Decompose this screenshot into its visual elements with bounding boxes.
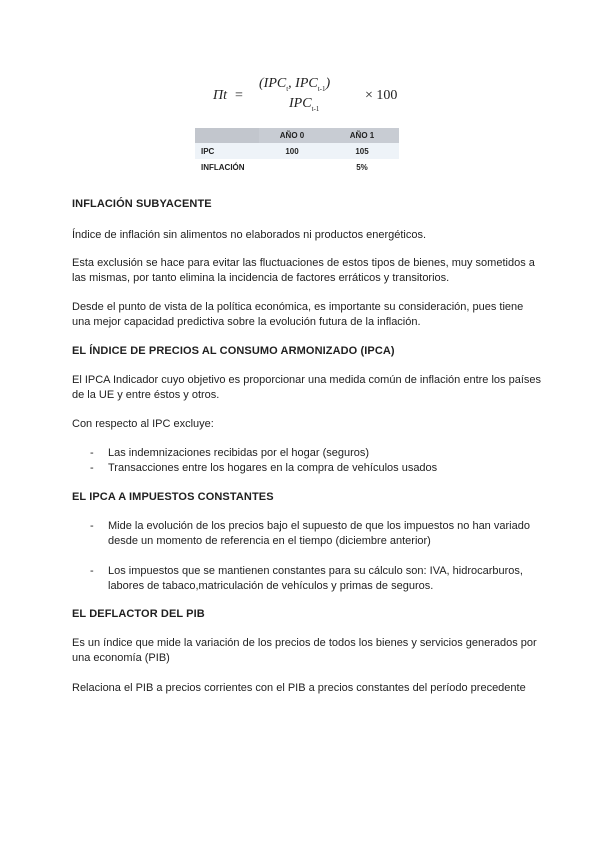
table-cell <box>259 159 325 175</box>
table-header-row <box>195 128 399 143</box>
table-row <box>195 159 399 175</box>
formula-lhs: Πt <box>213 88 227 103</box>
table-header-cell: AÑO 1 <box>325 128 399 143</box>
paragraph: Con respecto al IPC excluye: <box>72 418 214 430</box>
table-header-cell <box>195 128 259 143</box>
list-item-text: Mide la evolución de los precios bajo el supuesto de que los impuestos no han variado desde un momento de referencia en el tiempo (diciembre anterior) <box>108 520 530 547</box>
formula-equals: = <box>235 88 243 103</box>
paragraph: Desde el punto de vista de la política económica, es importante su consideración, pues tiene una mejor capacidad predictiva sobre la evolución futura de la inflación. <box>72 301 524 328</box>
table-cell: 105 <box>325 143 399 159</box>
table-cell: INFLACIÓN <box>195 159 259 175</box>
formula-denominator: $IPC_{t-1}$ <box>289 96 320 113</box>
list-item-text: Las indemnizaciones recibidas por el hogar (seguros) <box>108 447 370 459</box>
table-row <box>195 143 399 159</box>
list-item-text: Los impuestos que se mantienen constantes para su cálculo son: IVA, hidrocarburos, labores de tabaco,matriculación de vehículos y primas de seguros. <box>108 565 523 592</box>
table-cell: IPC <box>195 143 259 159</box>
list-item-text: Transacciones entre los hogares en la compra de vehículos usados <box>108 462 438 474</box>
inflation-formula <box>205 72 415 118</box>
bullet-dash: - <box>90 520 94 532</box>
table-header-cell: AÑO 0 <box>259 128 325 143</box>
ipc-table <box>195 128 399 175</box>
section-heading-ipca: EL ÍNDICE DE PRECIOS AL CONSUMO ARMONIZADO (IPCA) <box>72 345 395 357</box>
table-cell: 5% <box>325 159 399 175</box>
formula-multiplier: × 100 <box>365 88 398 103</box>
paragraph: Relaciona el PIB a precios corrientes con el PIB a precios constantes del período precedente <box>72 682 526 694</box>
table-cell: 100 <box>259 143 325 159</box>
paragraph: Esta exclusión se hace para evitar las fluctuaciones de estos tipos de bienes, muy sometidos a las mismas, por tanto elimina la incidencia de factores erráticos y transitorios. <box>72 257 535 284</box>
section-heading-inflacion-subyacente: INFLACIÓN SUBYACENTE <box>72 198 212 210</box>
paragraph: El IPCA Indicador cuyo objetivo es proporcionar una medida común de inflación entre los países de la UE y entre éstos y otros. <box>72 374 541 401</box>
bullet-dash: - <box>90 447 94 459</box>
paragraph: Índice de inflación sin alimentos no elaborados ni productos energéticos. <box>72 229 427 241</box>
formula-numerator: ($IPC_t$, $IPC_{t-1}$) <box>259 76 331 93</box>
paragraph: Es un índice que mide la variación de los precios de todos los bienes y servicios generados por una economía (PIB) <box>72 637 537 664</box>
bullet-dash: - <box>90 462 94 474</box>
section-heading-deflactor: EL DEFLACTOR DEL PIB <box>72 608 205 620</box>
section-heading-ipca-impuestos: EL IPCA A IMPUESTOS CONSTANTES <box>72 491 274 503</box>
bullet-dash: - <box>90 565 94 577</box>
